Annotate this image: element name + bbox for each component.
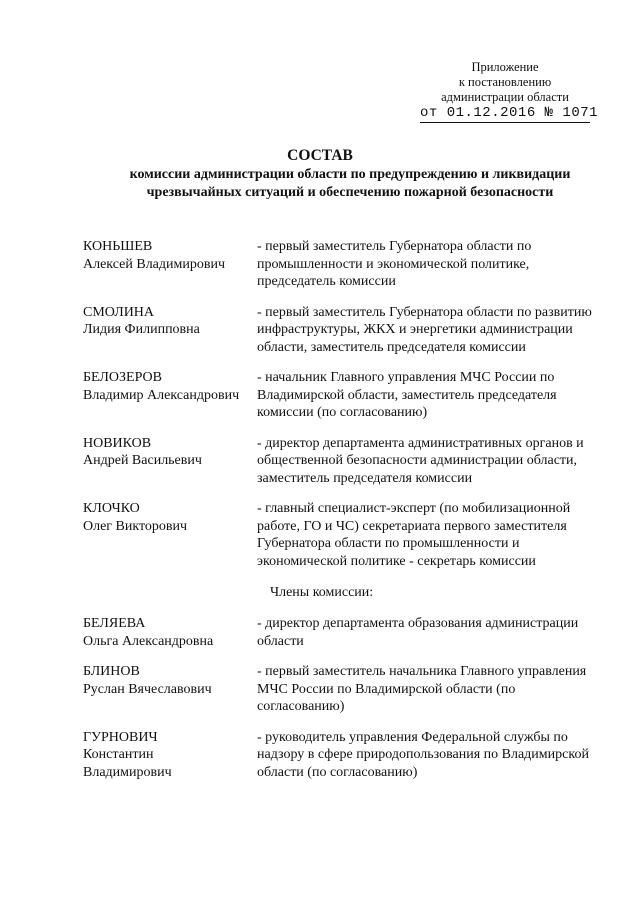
member-given-name: Руслан Вячеславович <box>83 681 212 697</box>
appendix-line-2: к постановлению <box>458 75 552 89</box>
member-surname: БЛИНОВ <box>83 664 140 679</box>
member-given-name: Андрей Васильевич <box>83 453 202 468</box>
member-role: - руководитель управления Федеральной службы по надзору в сфере природопользования по Владимирской области (по согласованию) <box>257 729 589 780</box>
member-given-name: Владимир Александрович <box>83 387 240 403</box>
member-entry <box>83 500 603 570</box>
member-name <box>83 238 257 291</box>
member-given-name: Алексей Владимирович <box>83 256 226 272</box>
member-given-name: Ольга Александровна <box>83 633 214 649</box>
members-heading: Члены комиссии: <box>270 585 374 600</box>
appendix-line-3: администрации области <box>441 90 569 104</box>
document-title: СОСТАВ <box>287 147 353 164</box>
member-role: - директор департамента административных органов и общественной безопасности администрации области, заместитель председателя комиссии <box>257 435 584 486</box>
member-surname: КОНЬШЕВ <box>83 239 153 254</box>
member-entry <box>83 663 603 716</box>
member-name <box>83 369 257 422</box>
subtitle-line-2: чрезвычайных ситуаций и обеспечению пожарной безопасности <box>146 185 554 200</box>
member-role: - первый заместитель Губернатора области по развитию инфраструктуры, ЖКХ и энергетики администрации области, заместитель председателя комиссии <box>257 304 592 355</box>
member-surname: КЛОЧКО <box>83 501 140 516</box>
member-role: - первый заместитель начальника Главного управления МЧС России по Владимирской области (по согласованию) <box>257 664 587 714</box>
member-surname: БЕЛЯЕВА <box>83 616 146 631</box>
appendix-block <box>420 60 599 123</box>
member-role: - директор департамента образования администрации области <box>257 616 579 649</box>
member-entry <box>83 369 603 422</box>
member-entry <box>83 304 603 357</box>
member-name <box>83 500 257 570</box>
member-entry <box>83 238 603 291</box>
document-subtitle <box>90 166 610 202</box>
member-surname: ГУРНОВИЧ <box>83 729 158 745</box>
member-surname: НОВИКОВ <box>83 435 152 451</box>
appendix-line-1: Приложение <box>471 60 539 74</box>
appendix-date-number: от 01.12.2016 № 1071 <box>420 105 599 121</box>
member-given-name: Лидия Филипповна <box>83 322 200 337</box>
member-name <box>83 663 257 716</box>
member-patronymic: Владимирович <box>83 764 172 780</box>
member-name <box>83 729 257 782</box>
member-role: - главный специалист-эксперт (по мобилизационной работе, ГО и ЧС) секретариата первого заместителя Губернатора области по промышленности и экономической политике - секретарь комиссии <box>257 501 571 569</box>
member-role: - начальник Главного управления МЧС России по Владимирской области, заместитель председателя комиссии (по согласованию) <box>257 370 557 420</box>
member-name <box>83 435 257 488</box>
member-name <box>83 304 257 357</box>
member-entry <box>83 729 603 782</box>
subtitle-line-1: комиссии администрации области по предупреждению и ликвидации <box>129 167 571 182</box>
member-given-name: Константин <box>83 747 154 762</box>
member-given-name: Олег Викторович <box>83 518 188 534</box>
member-surname: СМОЛИНА <box>83 304 155 320</box>
member-surname: БЕЛОЗЕРОВ <box>83 370 162 385</box>
member-name <box>83 615 257 650</box>
member-entry <box>83 435 603 488</box>
commission-list <box>83 238 603 781</box>
member-entry <box>83 615 603 650</box>
member-role: - первый заместитель Губернатора области по промышленности и экономической политике, председатель комиссии <box>257 239 532 289</box>
